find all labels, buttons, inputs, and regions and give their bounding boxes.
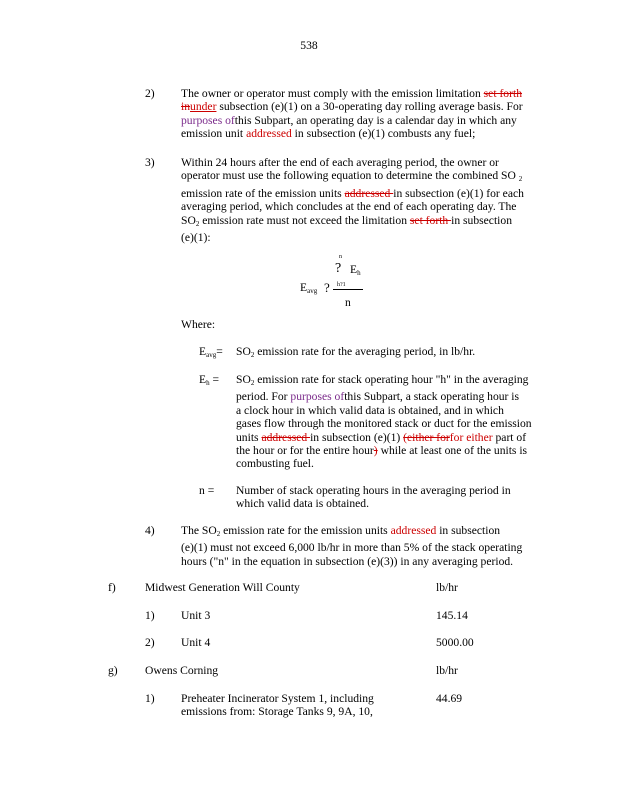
inserted-text: for either [449, 430, 493, 444]
item-3-number: 3) [145, 156, 155, 169]
table-row-value: 5000.00 [436, 636, 474, 649]
sum-upper-limit: n [339, 254, 342, 260]
table-row-number: 2) [145, 636, 155, 649]
table-row-value: 145.14 [436, 609, 468, 622]
item-3-text: Within 24 hours after the end of each averaging period, the owner or operator must use the following equation to determine the combined SO $_2$ emission rate of the emission units addressed in subsection (e)(1) for each averaging period, which concludes at the end of each operating day. The $SO_2$ emission rate must not exceed the limitation set forth in subsection (e)(1): [181, 156, 524, 245]
deleted-text: set forth [483, 87, 522, 100]
page-number: 538 [300, 39, 318, 52]
def-term-n: n = [199, 484, 215, 497]
equation-denominator: n [345, 296, 351, 309]
deleted-text: addressed [344, 186, 394, 200]
table-row-name: Preheater Incinerator System 1, including emissions from: Storage Tanks 9, 9A, 10, [181, 692, 374, 719]
table-row-name: Unit 3 [181, 609, 211, 622]
inserted-text: addressed [246, 127, 292, 141]
moved-text: purposes of [290, 390, 345, 404]
table-row-number: 1) [145, 609, 155, 622]
sum-lower-limit: h?1 [337, 282, 346, 288]
def-text-n: Number of stack operating hours in the averaging period in which valid data is obtained. [236, 484, 511, 511]
table-row-name: Unit 4 [181, 636, 211, 649]
summation-symbol: ? [335, 261, 342, 276]
deleted-text: (either for [403, 430, 450, 444]
table-row-number: 1) [145, 692, 155, 705]
item-2-number: 2) [145, 87, 155, 100]
section-f-name: Midwest Generation Will County [145, 581, 300, 594]
section-f-letter: f) [108, 581, 116, 594]
equation-term: E [350, 263, 358, 276]
def-term-eavg: $E_{avg}=$ [199, 345, 223, 359]
item-4-text: The $SO_2$ emission rate for the emission units addressed in subsection (e)(1) must not exceed 6,000 lb/hr in more than 5% of the stack operating hours ("n" in the equation in subsection (e)(3)) in any averaging period. [181, 524, 523, 568]
def-term-eh: $E_h$ = [199, 373, 220, 387]
section-g-name: Owens Corning [145, 664, 219, 677]
item-4-number: 4) [145, 524, 155, 537]
where-label: Where: [181, 318, 216, 331]
def-text-eavg: $SO_2$ emission rate for the averaging period, in lb/hr. [236, 345, 476, 359]
def-text-eh: $SO_2$ emission rate for stack operating hour "h" in the averaging period. For purposes ofthis Subpart, a stack operating hour is a clock hour in which valid data is obtained, and in which gases flow through the monitored stack or duct for the emission units addressed in subsection (e)(1) (either forfor either part of the hour or for the entire hour) while at least one of the units is combusting fuel. [236, 373, 532, 471]
equation-lhs: E [300, 281, 308, 294]
item-2-text: The owner or operator must comply with the emission limitation set forth inunder subsection (e)(1) on a 30-operating day rolling average basis. For purposes ofthis Subpart, an operating day is a calendar day in which any emission unit addressed in subsection (e)(1) combusts any fuel; [181, 87, 523, 141]
table-row-value: 44.69 [436, 692, 463, 705]
deleted-text: set forth [409, 213, 452, 227]
inserted-text: addressed [390, 524, 437, 537]
deleted-text: ) [373, 444, 378, 458]
moved-text: purposes of [181, 113, 235, 127]
section-g-letter: g) [108, 664, 118, 677]
deleted-text: in [181, 100, 191, 114]
section-g-unit: lb/hr [436, 664, 458, 677]
fraction-bar [333, 289, 363, 290]
inserted-text: under [190, 100, 217, 114]
section-f-unit: lb/hr [436, 581, 458, 594]
equals-symbol: ? [324, 280, 330, 295]
deleted-text: addressed [261, 430, 311, 444]
